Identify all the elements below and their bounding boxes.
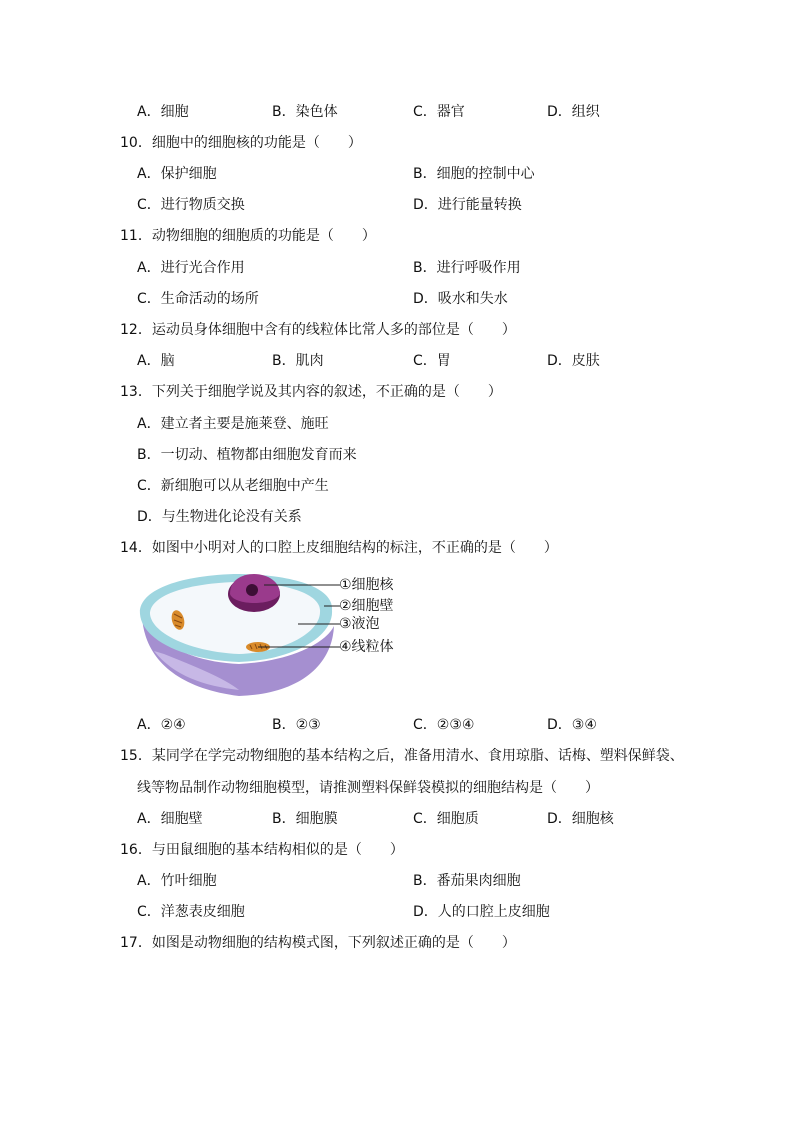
q13-option-b: B．一切动、植物都由细胞发育而来 bbox=[137, 447, 357, 463]
q12-option-b: B．肌肉 bbox=[272, 353, 324, 369]
q15-stem-line1: 15．某同学在学完动物细胞的基本结构之后，准备用清水、食用琼脂、话梅、塑料保鲜袋、 bbox=[120, 748, 684, 764]
q14-option-c: C．②③④ bbox=[413, 717, 475, 733]
q13-option-a: A．建立者主要是施莱登、施旺 bbox=[137, 416, 329, 432]
q13-option-d: D．与生物进化论没有关系 bbox=[137, 509, 302, 525]
q9-option-c: C．器官 bbox=[413, 104, 465, 120]
cheek-cell-diagram bbox=[134, 566, 344, 702]
q14-option-b: B．②③ bbox=[272, 717, 321, 733]
q16-option-c: C．洋葱表皮细胞 bbox=[137, 904, 245, 920]
q14-option-a: A．②④ bbox=[137, 717, 186, 733]
q16-stem: 16．与田鼠细胞的基本结构相似的是（ ） bbox=[120, 842, 404, 858]
cheek-cell-figure bbox=[134, 566, 414, 702]
q15-option-a: A．细胞壁 bbox=[137, 811, 203, 827]
q11-option-a: A．进行光合作用 bbox=[137, 260, 245, 276]
q12-option-c: C．胃 bbox=[413, 353, 451, 369]
figure-label-nucleus: ①细胞核 bbox=[339, 577, 394, 593]
q16-option-d: D．人的口腔上皮细胞 bbox=[413, 904, 550, 920]
q11-stem: 11．动物细胞的细胞质的功能是（ ） bbox=[120, 228, 376, 244]
q13-option-c: C．新细胞可以从老细胞中产生 bbox=[137, 478, 329, 494]
q12-stem: 12．运动员身体细胞中含有的线粒体比常人多的部位是（ ） bbox=[120, 322, 516, 338]
q14-stem: 14．如图中小明对人的口腔上皮细胞结构的标注，不正确的是（ ） bbox=[120, 540, 558, 556]
q12-option-a: A．脑 bbox=[137, 353, 175, 369]
q10-option-c: C．进行物质交换 bbox=[137, 197, 245, 213]
q14-option-d: D．③④ bbox=[547, 717, 597, 733]
q11-option-b: B．进行呼吸作用 bbox=[413, 260, 521, 276]
q12-option-d: D．皮肤 bbox=[547, 353, 600, 369]
q11-option-d: D．吸水和失水 bbox=[413, 291, 508, 307]
figure-label-cell-wall: ②细胞壁 bbox=[339, 598, 394, 614]
q15-option-d: D．细胞核 bbox=[547, 811, 614, 827]
figure-label-vacuole: ③液泡 bbox=[339, 616, 380, 632]
q9-option-a: A．细胞 bbox=[137, 104, 189, 120]
q16-option-b: B．番茄果肉细胞 bbox=[413, 873, 521, 889]
q17-stem: 17．如图是动物细胞的结构模式图，下列叙述正确的是（ ） bbox=[120, 935, 516, 951]
q15-stem-line2: 线等物品制作动物细胞模型，请推测塑料保鲜袋模拟的细胞结构是（ ） bbox=[137, 780, 599, 796]
q15-option-b: B．细胞膜 bbox=[272, 811, 338, 827]
q10-stem: 10．细胞中的细胞核的功能是（ ） bbox=[120, 135, 362, 151]
q11-option-c: C．生命活动的场所 bbox=[137, 291, 259, 307]
q15-option-c: C．细胞质 bbox=[413, 811, 479, 827]
q13-stem: 13．下列关于细胞学说及其内容的叙述，不正确的是（ ） bbox=[120, 384, 502, 400]
q10-option-b: B．细胞的控制中心 bbox=[413, 166, 535, 182]
q9-option-b: B．染色体 bbox=[272, 104, 338, 120]
q9-option-d: D．组织 bbox=[547, 104, 600, 120]
figure-label-mitochondrion: ④线粒体 bbox=[339, 639, 394, 655]
q16-option-a: A．竹叶细胞 bbox=[137, 873, 217, 889]
q10-option-a: A．保护细胞 bbox=[137, 166, 217, 182]
q10-option-d: D．进行能量转换 bbox=[413, 197, 522, 213]
